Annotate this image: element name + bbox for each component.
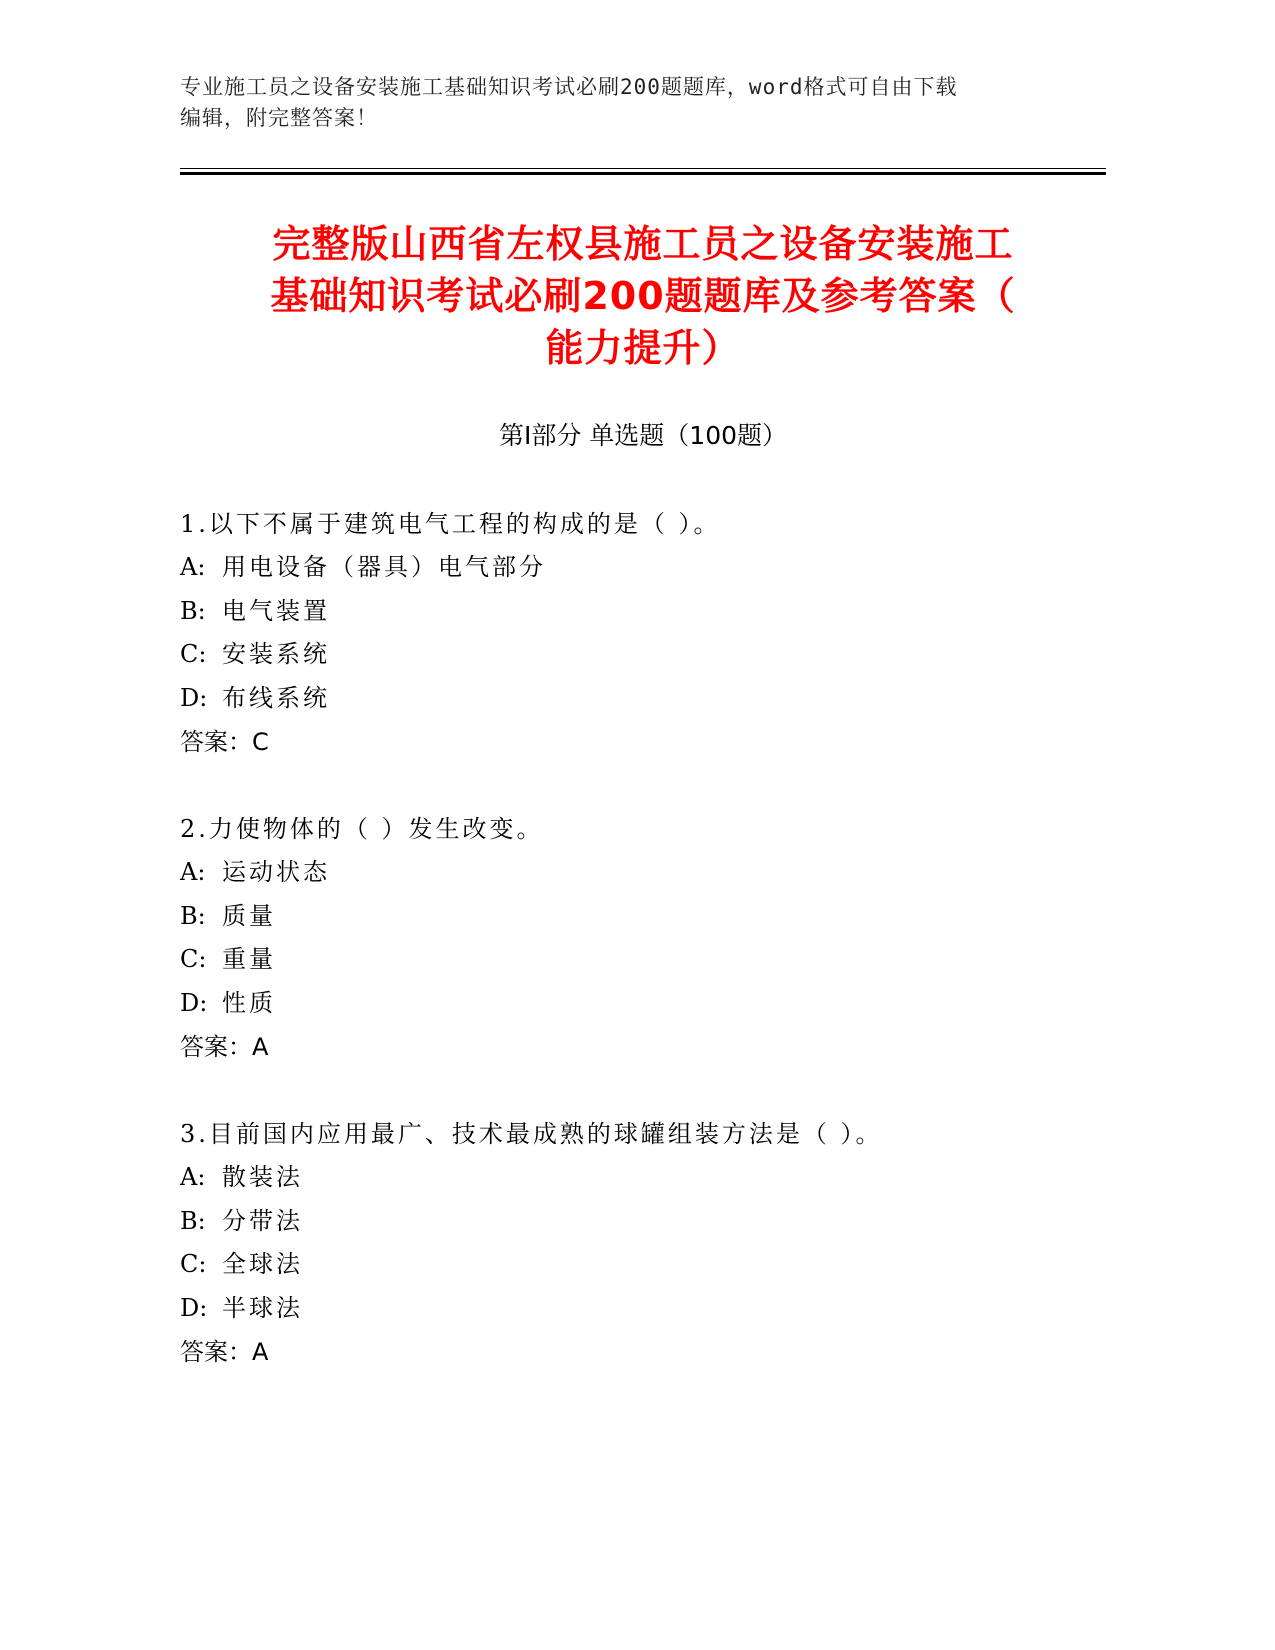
option-text: 性质 [222, 988, 276, 1017]
option-key: C: [180, 640, 207, 668]
option-a [180, 546, 1106, 590]
document-header-note [180, 72, 1040, 134]
answer-line: 答案：A [180, 1033, 269, 1061]
question-stem: 3.目前国内应用最广、技术最成熟的球罐组装方法是（ ）。 [180, 1120, 883, 1148]
document-title-line-1: 完整版山西省左权县施工员之设备安装施工 [272, 222, 1014, 266]
option-b [180, 1200, 1106, 1244]
option-key: B: [180, 901, 206, 930]
option-c [180, 633, 1106, 677]
option-text: 散装法 [222, 1163, 303, 1191]
option-d [180, 982, 1106, 1026]
option-c [180, 938, 1106, 982]
option-text: 安装系统 [222, 640, 330, 668]
option-b [180, 895, 1106, 939]
option-text: 半球法 [222, 1293, 303, 1322]
section-heading: 第I部分 单选题（100题） [498, 421, 788, 450]
option-d [180, 1287, 1106, 1331]
question-stem: 2.力使物体的（ ）发生改变。 [180, 815, 544, 843]
option-key: B: [180, 1206, 206, 1235]
question-list [180, 502, 1106, 1417]
option-key: D: [180, 1293, 208, 1322]
question-item [180, 1112, 1106, 1374]
option-text: 用电设备（器具）电气部分 [222, 553, 546, 581]
question-item [180, 502, 1106, 764]
option-key: D: [180, 988, 208, 1017]
option-key: A: [180, 1163, 206, 1191]
option-text: 质量 [222, 901, 276, 930]
option-d [180, 677, 1106, 721]
option-key: C: [180, 945, 207, 973]
option-a [180, 1156, 1106, 1200]
option-c [180, 1243, 1106, 1287]
document-title-line-3: 能力提升） [545, 326, 741, 370]
question-item [180, 807, 1106, 1069]
answer-line: 答案：C [180, 728, 269, 756]
option-text: 全球法 [222, 1250, 303, 1278]
header-divider-thin [180, 168, 1106, 169]
header-divider-thick [180, 172, 1106, 175]
option-key: D: [180, 683, 208, 712]
option-text: 重量 [222, 945, 276, 973]
header-note-line-1: 专业施工员之设备安装施工基础知识考试必刷200题题库，word格式可自由下载 [180, 75, 958, 99]
option-text: 分带法 [222, 1206, 303, 1235]
option-key: A: [180, 858, 206, 886]
option-b [180, 590, 1106, 634]
question-stem: 1.以下不属于建筑电气工程的构成的是（ ）。 [180, 510, 721, 538]
document-title [180, 218, 1106, 374]
option-a [180, 851, 1106, 895]
option-text: 电气装置 [222, 596, 330, 625]
option-key: A: [180, 553, 206, 581]
option-key: B: [180, 596, 206, 625]
document-title-line-2: 基础知识考试必刷200题题库及参考答案（ [270, 274, 1016, 318]
option-text: 布线系统 [222, 683, 330, 712]
option-key: C: [180, 1250, 207, 1278]
option-text: 运动状态 [222, 858, 330, 886]
answer-line: 答案：A [180, 1338, 269, 1366]
header-note-line-2: 编辑，附完整答案！ [180, 106, 378, 130]
